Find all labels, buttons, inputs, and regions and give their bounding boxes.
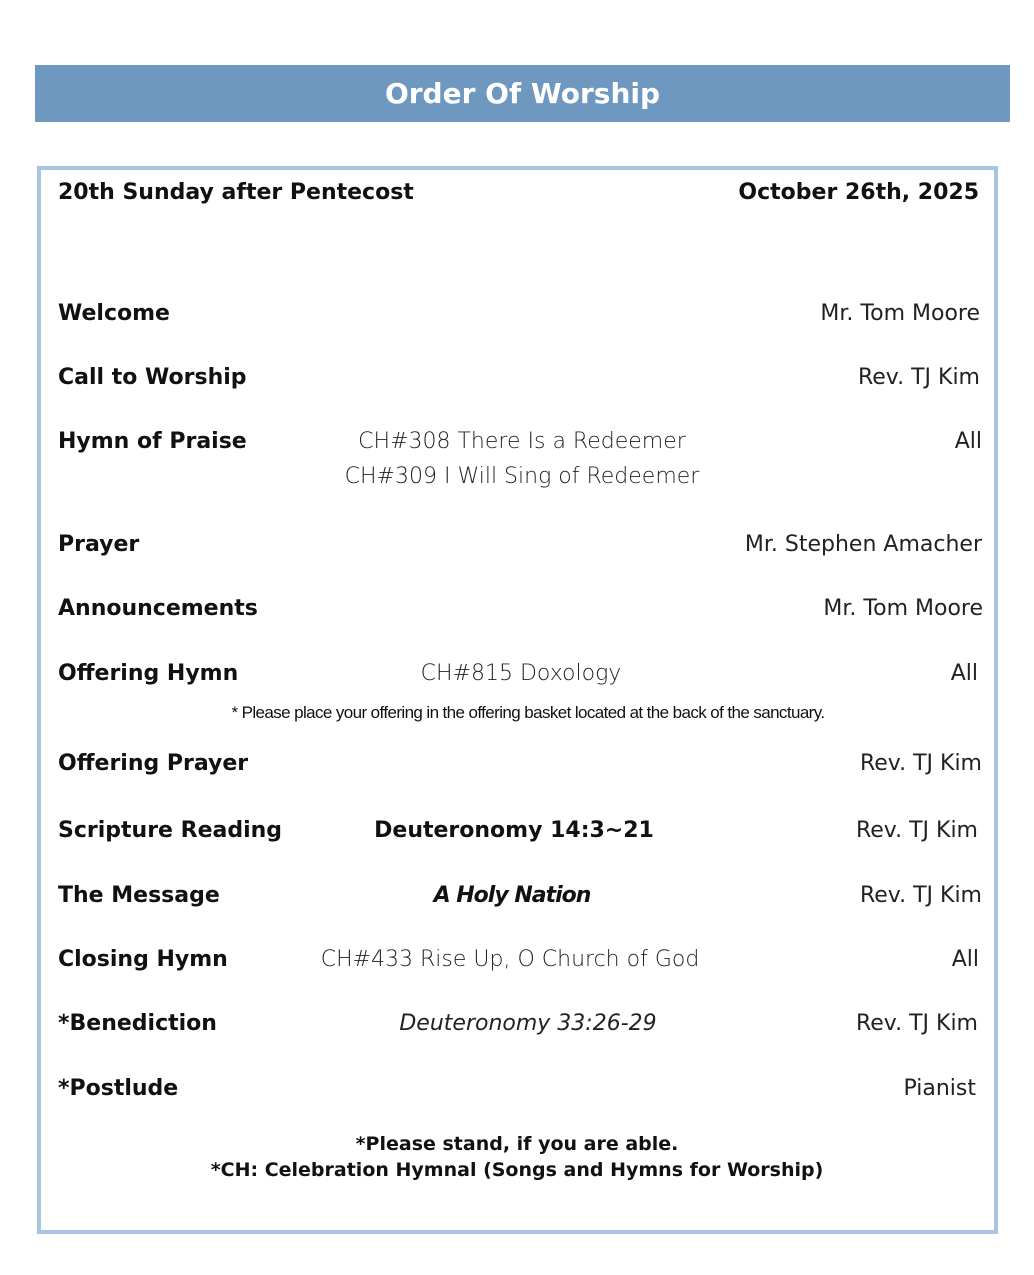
item-leader-benediction: Rev. TJ Kim xyxy=(855,1011,978,1036)
page-title: Order Of Worship xyxy=(35,65,1010,122)
hymnal-note: *CH: Celebration Hymnal (Songs and Hymns for Worship) xyxy=(210,1159,824,1181)
item-detail-hymn-of-praise-2: CH#309 I Will Sing of Redeemer xyxy=(344,464,700,489)
stand-note: *Please stand, if you are able. xyxy=(355,1133,679,1155)
item-label-scripture-reading: Scripture Reading xyxy=(58,818,283,843)
item-label-prayer: Prayer xyxy=(58,532,140,557)
item-label-call-to-worship: Call to Worship xyxy=(58,365,247,390)
item-leader-postlude: Pianist xyxy=(903,1076,976,1101)
occasion: 20th Sunday after Pentecost xyxy=(58,180,414,205)
item-leader-call-to-worship: Rev. TJ Kim xyxy=(857,365,980,390)
item-leader-offering-prayer: Rev. TJ Kim xyxy=(859,751,982,776)
item-leader-the-message: Rev. TJ Kim xyxy=(859,883,982,908)
item-leader-closing-hymn: All xyxy=(951,947,979,972)
item-leader-prayer: Mr. Stephen Amacher xyxy=(744,532,982,557)
item-label-welcome: Welcome xyxy=(58,301,170,326)
item-detail-closing-hymn: CH#433 Rise Up, O Church of God xyxy=(320,947,700,972)
item-leader-offering-hymn: All xyxy=(950,661,978,686)
item-label-the-message: The Message xyxy=(58,883,220,908)
item-detail-benediction: Deuteronomy 33:26-29 xyxy=(399,1011,657,1036)
offering-note: * Please place your offering in the offering basket located at the back of the sanctuary. xyxy=(231,703,825,722)
item-label-closing-hymn: Closing Hymn xyxy=(58,947,228,972)
item-detail-the-message: A Holy Nation xyxy=(433,883,591,908)
item-label-offering-hymn: Offering Hymn xyxy=(58,661,239,686)
item-label-announcements: Announcements xyxy=(58,596,258,621)
service-date: October 26th, 2025 xyxy=(738,180,979,205)
item-label-benediction: *Benediction xyxy=(58,1011,217,1036)
item-detail-offering-hymn: CH#815 Doxology xyxy=(420,661,622,686)
item-label-offering-prayer: Offering Prayer xyxy=(58,751,249,776)
item-leader-scripture-reading: Rev. TJ Kim xyxy=(855,818,978,843)
item-leader-hymn-of-praise: All xyxy=(954,429,982,454)
item-detail-hymn-of-praise-1: CH#308 There Is a Redeemer xyxy=(358,429,686,454)
item-leader-announcements: Mr. Tom Moore xyxy=(823,596,983,621)
item-label-postlude: *Postlude xyxy=(58,1076,179,1101)
item-label-hymn-of-praise: Hymn of Praise xyxy=(58,429,247,454)
item-detail-scripture-reading: Deuteronomy 14:3~21 xyxy=(374,818,654,843)
order-of-worship-frame xyxy=(37,166,998,1234)
item-leader-welcome: Mr. Tom Moore xyxy=(820,301,980,326)
